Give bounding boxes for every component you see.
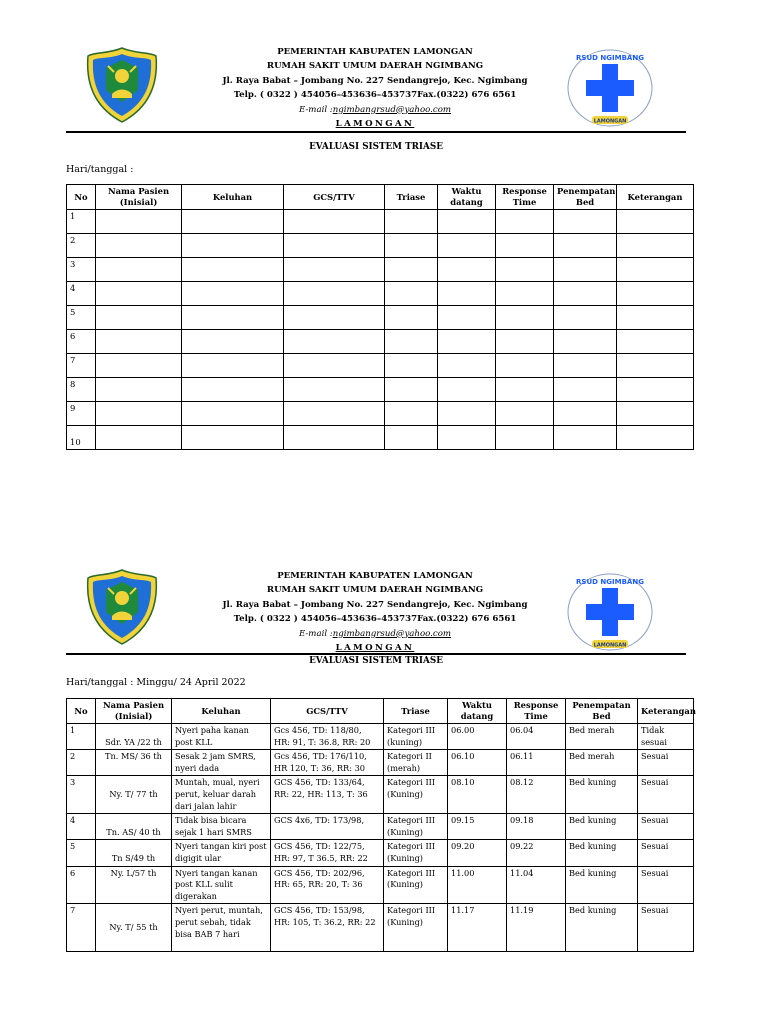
gcs-ttv-cell[interactable]: GCS 456, TD: 202/96, HR: 65, RR: 20, T: 36: [271, 866, 384, 904]
cell[interactable]: [617, 234, 694, 258]
col-triase: Triase: [384, 699, 448, 724]
letterhead: [150, 45, 600, 131]
cell[interactable]: [438, 402, 496, 426]
cell[interactable]: [554, 306, 617, 330]
remarks-cell[interactable]: Sesuai: [638, 814, 694, 840]
cell[interactable]: [554, 210, 617, 234]
response-time-cell[interactable]: 06.04: [507, 724, 566, 750]
table-row: [67, 210, 694, 234]
triage-cell[interactable]: Kategori III (Kuning): [384, 904, 448, 952]
cell[interactable]: [554, 378, 617, 402]
cell[interactable]: [385, 234, 438, 258]
triage-cell[interactable]: Kategori III (Kuning): [384, 866, 448, 904]
cell[interactable]: [438, 378, 496, 402]
cell[interactable]: [496, 306, 554, 330]
cell[interactable]: [182, 402, 284, 426]
complaint-cell[interactable]: Tidak bisa bicara sejak 1 hari SMRS: [172, 814, 271, 840]
arrival-time-cell[interactable]: 11.00: [448, 866, 507, 904]
rsud-ngimbang-logo-icon: [566, 572, 654, 652]
filled-triage-table: [66, 698, 694, 952]
row-number: 1: [67, 724, 96, 750]
lamongan-regency-logo-icon: [86, 568, 158, 646]
letterhead-line2: RUMAH SAKIT UMUM DAERAH NGIMBANG: [266, 585, 484, 596]
table-row: [67, 402, 694, 426]
table-header-row: [67, 699, 694, 724]
cell[interactable]: [182, 426, 284, 450]
complaint-cell[interactable]: Nyeri tangan kiri post digigit ular: [172, 840, 271, 866]
cell[interactable]: [182, 210, 284, 234]
table-row: [67, 840, 694, 866]
cell[interactable]: [284, 426, 385, 450]
logo-right-banner-text: LAMONGAN: [593, 642, 627, 649]
cell[interactable]: [385, 210, 438, 234]
row-number: 3: [67, 258, 96, 282]
col-bed: Penempatan Bed: [566, 699, 638, 724]
response-time-cell[interactable]: 09.18: [507, 814, 566, 840]
letterhead-email: E-mail :ngimbangrsud@yahoo.com: [298, 104, 452, 115]
cell[interactable]: [496, 210, 554, 234]
row-number: 2: [67, 234, 96, 258]
col-keluhan: Keluhan: [182, 185, 284, 210]
cell[interactable]: [496, 234, 554, 258]
cell[interactable]: [496, 378, 554, 402]
letterhead-city: LAMONGAN: [335, 643, 415, 654]
table-row: [67, 904, 694, 952]
cell[interactable]: [438, 210, 496, 234]
row-number: 8: [67, 378, 96, 402]
table-row: [67, 234, 694, 258]
cell[interactable]: [182, 330, 284, 354]
row-number: 9: [67, 402, 96, 426]
arrival-time-cell[interactable]: 09.15: [448, 814, 507, 840]
table-row: [67, 354, 694, 378]
cell[interactable]: [438, 282, 496, 306]
table-row: [67, 258, 694, 282]
letterhead-line2: RUMAH SAKIT UMUM DAERAH NGIMBANG: [266, 61, 484, 72]
table-header-row: [67, 185, 694, 210]
letterhead-address: Jl. Raya Babat – Jombang No. 227 Sendangrejo, Kec. Ngimbang: [222, 599, 528, 610]
cell[interactable]: [182, 378, 284, 402]
table-row: [67, 724, 694, 750]
triage-cell[interactable]: Kategori III (Kuning): [384, 776, 448, 814]
triage-cell[interactable]: Kategori II (merah): [384, 750, 448, 776]
cell[interactable]: [96, 282, 182, 306]
row-number: 2: [67, 750, 96, 776]
cell[interactable]: [496, 258, 554, 282]
cell[interactable]: [617, 426, 694, 450]
row-number: 5: [67, 840, 96, 866]
cell[interactable]: [554, 354, 617, 378]
cell[interactable]: [496, 282, 554, 306]
row-number: 6: [67, 866, 96, 904]
col-waktu: Waktu datang: [438, 185, 496, 210]
arrival-time-cell[interactable]: 06.10: [448, 750, 507, 776]
col-nama: Nama Pasien (Inisial): [96, 185, 182, 210]
table-row: [67, 750, 694, 776]
cell[interactable]: [385, 258, 438, 282]
remarks-cell[interactable]: Sesuai: [638, 776, 694, 814]
cell[interactable]: [554, 426, 617, 450]
bed-cell[interactable]: Bed merah: [566, 724, 638, 750]
cell[interactable]: [554, 234, 617, 258]
cell[interactable]: [617, 210, 694, 234]
cell[interactable]: [617, 306, 694, 330]
patient-name-cell[interactable]: Ny. L/57 th: [96, 866, 172, 904]
col-waktu: Waktu datang: [448, 699, 507, 724]
letterhead-address: Jl. Raya Babat – Jombang No. 227 Sendangrejo, Kec. Ngimbang: [222, 75, 528, 86]
complaint-cell[interactable]: Muntah, mual, nyeri perut, keluar darah dari jalan lahir: [172, 776, 271, 814]
bed-cell[interactable]: Bed kuning: [566, 776, 638, 814]
table-row: [67, 426, 694, 450]
cell[interactable]: [617, 258, 694, 282]
cell[interactable]: [96, 210, 182, 234]
table-row: [67, 330, 694, 354]
col-gcs: GCS/TTV: [284, 185, 385, 210]
remarks-cell[interactable]: Sesuai: [638, 904, 694, 952]
letterhead-email: E-mail :ngimbangrsud@yahoo.com: [298, 628, 452, 639]
cell[interactable]: [96, 378, 182, 402]
response-time-cell[interactable]: 11.04: [507, 866, 566, 904]
response-time-cell[interactable]: 06.11: [507, 750, 566, 776]
cell[interactable]: [96, 234, 182, 258]
rsud-ngimbang-logo-icon: [566, 48, 654, 128]
header-rule: [66, 653, 686, 655]
bed-cell[interactable]: Bed kuning: [566, 814, 638, 840]
cell[interactable]: [182, 234, 284, 258]
row-number: 4: [67, 282, 96, 306]
bed-cell[interactable]: Bed merah: [566, 750, 638, 776]
email-link[interactable]: ngimbangrsud@yahoo.com: [332, 628, 452, 639]
response-time-cell[interactable]: 11.19: [507, 904, 566, 952]
cell[interactable]: [96, 354, 182, 378]
col-keluhan: Keluhan: [172, 699, 271, 724]
row-number: 10: [67, 426, 96, 450]
gcs-ttv-cell[interactable]: GCS 456, TD: 153/98, HR: 105, T: 36.2, RR: 22: [271, 904, 384, 952]
form-title: EVALUASI SISTEM TRIASE: [309, 142, 443, 152]
cell[interactable]: [284, 234, 385, 258]
arrival-time-cell[interactable]: 11.17: [448, 904, 507, 952]
cell[interactable]: [617, 282, 694, 306]
cell[interactable]: [617, 330, 694, 354]
remarks-cell[interactable]: Tidak sesuai: [638, 724, 694, 750]
col-keterangan: Keterangan: [617, 185, 694, 210]
letterhead-phone: Telp. ( 0322 ) 454056–453636–453737Fax.(0322) 676 6561: [233, 614, 517, 625]
logo-right-banner-text: LAMONGAN: [593, 118, 627, 125]
remarks-cell[interactable]: Sesuai: [638, 866, 694, 904]
row-number: 5: [67, 306, 96, 330]
lamongan-regency-logo-icon: [86, 46, 158, 124]
triage-cell[interactable]: Kategori III (kuning): [384, 724, 448, 750]
cell[interactable]: [617, 402, 694, 426]
cell[interactable]: [617, 354, 694, 378]
cell[interactable]: [385, 426, 438, 450]
cell[interactable]: [554, 258, 617, 282]
complaint-cell[interactable]: Nyeri perut, muntah, perut sebah, tidak bisa BAB 7 hari: [172, 904, 271, 952]
cell[interactable]: [617, 378, 694, 402]
patient-name-cell[interactable]: Tn S/49 th: [96, 840, 172, 866]
table-row: [67, 866, 694, 904]
gcs-ttv-cell[interactable]: GCS 456, TD: 133/64, RR: 22, HR: 113, T: 36: [271, 776, 384, 814]
cell[interactable]: [385, 282, 438, 306]
arrival-time-cell[interactable]: 06.00: [448, 724, 507, 750]
row-number: 3: [67, 776, 96, 814]
patient-name-cell[interactable]: Tn. AS/ 40 th: [96, 814, 172, 840]
gcs-ttv-cell[interactable]: GCS 456, TD: 122/75, HR: 97, T 36.5, RR: 22: [271, 840, 384, 866]
cell[interactable]: [284, 258, 385, 282]
date-field[interactable]: Hari/tanggal : Minggu/ 24 April 2022: [66, 677, 246, 688]
cell[interactable]: [438, 330, 496, 354]
response-time-cell[interactable]: 09.22: [507, 840, 566, 866]
letterhead-line1: PEMERINTAH KABUPATEN LAMONGAN: [277, 47, 473, 57]
cell[interactable]: [496, 426, 554, 450]
col-triase: Triase: [385, 185, 438, 210]
table-row: [67, 306, 694, 330]
remarks-cell[interactable]: Sesuai: [638, 840, 694, 866]
row-number: 7: [67, 354, 96, 378]
gcs-ttv-cell[interactable]: Gcs 456, TD: 176/110, HR 120, T: 36, RR: 30: [271, 750, 384, 776]
cell[interactable]: [284, 282, 385, 306]
cell[interactable]: [96, 258, 182, 282]
complaint-cell[interactable]: Nyeri paha kanan post KLL: [172, 724, 271, 750]
cell[interactable]: [284, 402, 385, 426]
cell[interactable]: [438, 426, 496, 450]
cell[interactable]: [284, 210, 385, 234]
cell[interactable]: [182, 354, 284, 378]
cell[interactable]: [385, 402, 438, 426]
arrival-time-cell[interactable]: 09.20: [448, 840, 507, 866]
letterhead-line1: PEMERINTAH KABUPATEN LAMONGAN: [277, 571, 473, 581]
bed-cell[interactable]: Bed kuning: [566, 866, 638, 904]
cell[interactable]: [96, 402, 182, 426]
arrival-time-cell[interactable]: 08.10: [448, 776, 507, 814]
gcs-ttv-cell[interactable]: Gcs 456, TD: 118/80, HR: 91, T: 36.8, RR: 20: [271, 724, 384, 750]
col-nama: Nama Pasien (Inisial): [96, 699, 172, 724]
date-field[interactable]: Hari/tanggal :: [66, 164, 134, 175]
cell[interactable]: [496, 402, 554, 426]
cell[interactable]: [182, 282, 284, 306]
cell[interactable]: [96, 306, 182, 330]
col-gcs: GCS/TTV: [271, 699, 384, 724]
col-response: Response Time: [496, 185, 554, 210]
cell[interactable]: [496, 354, 554, 378]
patient-name-cell[interactable]: Ny. T/ 77 th: [96, 776, 172, 814]
cell[interactable]: [385, 378, 438, 402]
patient-name-cell[interactable]: Ny. T/ 55 th: [96, 904, 172, 952]
form-title: EVALUASI SISTEM TRIASE: [309, 656, 443, 666]
patient-name-cell[interactable]: Tn. MS/ 36 th: [96, 750, 172, 776]
letterhead-city: LAMONGAN: [335, 119, 415, 130]
cell[interactable]: [554, 330, 617, 354]
bed-cell[interactable]: Bed kuning: [566, 840, 638, 866]
table-row: [67, 378, 694, 402]
cell[interactable]: [284, 306, 385, 330]
response-time-cell[interactable]: 08.12: [507, 776, 566, 814]
col-no: No: [67, 185, 96, 210]
cell[interactable]: [496, 330, 554, 354]
row-number: 4: [67, 814, 96, 840]
row-number: 7: [67, 904, 96, 952]
cell[interactable]: [284, 330, 385, 354]
complaint-cell[interactable]: Nyeri tangan kanan post KLL sulit digerakan: [172, 866, 271, 904]
cell[interactable]: [385, 354, 438, 378]
cell[interactable]: [182, 258, 284, 282]
col-keterangan: Keterangan: [638, 699, 694, 724]
triage-cell[interactable]: Kategori III (Kuning): [384, 840, 448, 866]
letterhead-phone: Telp. ( 0322 ) 454056–453636–453737Fax.(0322) 676 6561: [233, 90, 517, 101]
cell[interactable]: [385, 306, 438, 330]
row-number: 1: [67, 210, 96, 234]
cell[interactable]: [438, 258, 496, 282]
table-row: [67, 282, 694, 306]
col-bed: Penempatan Bed: [554, 185, 617, 210]
cell[interactable]: [96, 330, 182, 354]
row-number: 6: [67, 330, 96, 354]
cell[interactable]: [284, 378, 385, 402]
cell[interactable]: [182, 306, 284, 330]
logo-right-arc-text: RSUD NGIMBANG: [576, 578, 644, 586]
col-response: Response Time: [507, 699, 566, 724]
cell[interactable]: [438, 234, 496, 258]
complaint-cell[interactable]: Sesak 2 jam SMRS, nyeri dada: [172, 750, 271, 776]
table-row: [67, 814, 694, 840]
col-no: No: [67, 699, 96, 724]
cell[interactable]: [284, 354, 385, 378]
cell[interactable]: [554, 282, 617, 306]
patient-name-cell[interactable]: Sdr. YA /22 th: [96, 724, 172, 750]
email-link[interactable]: ngimbangrsud@yahoo.com: [332, 104, 452, 115]
bed-cell[interactable]: Bed kuning: [566, 904, 638, 952]
blank-triage-table: [66, 184, 694, 450]
letterhead: [150, 569, 600, 655]
cell[interactable]: [96, 426, 182, 450]
gcs-ttv-cell[interactable]: GCS 4x6, TD: 173/98,: [271, 814, 384, 840]
cell[interactable]: [438, 354, 496, 378]
logo-right-arc-text: RSUD NGIMBANG: [576, 54, 644, 62]
cell[interactable]: [385, 330, 438, 354]
remarks-cell[interactable]: Sesuai: [638, 750, 694, 776]
header-rule: [66, 131, 686, 133]
table-row: [67, 776, 694, 814]
triage-cell[interactable]: Kategori III (Kuning): [384, 814, 448, 840]
cell[interactable]: [438, 306, 496, 330]
cell[interactable]: [554, 402, 617, 426]
